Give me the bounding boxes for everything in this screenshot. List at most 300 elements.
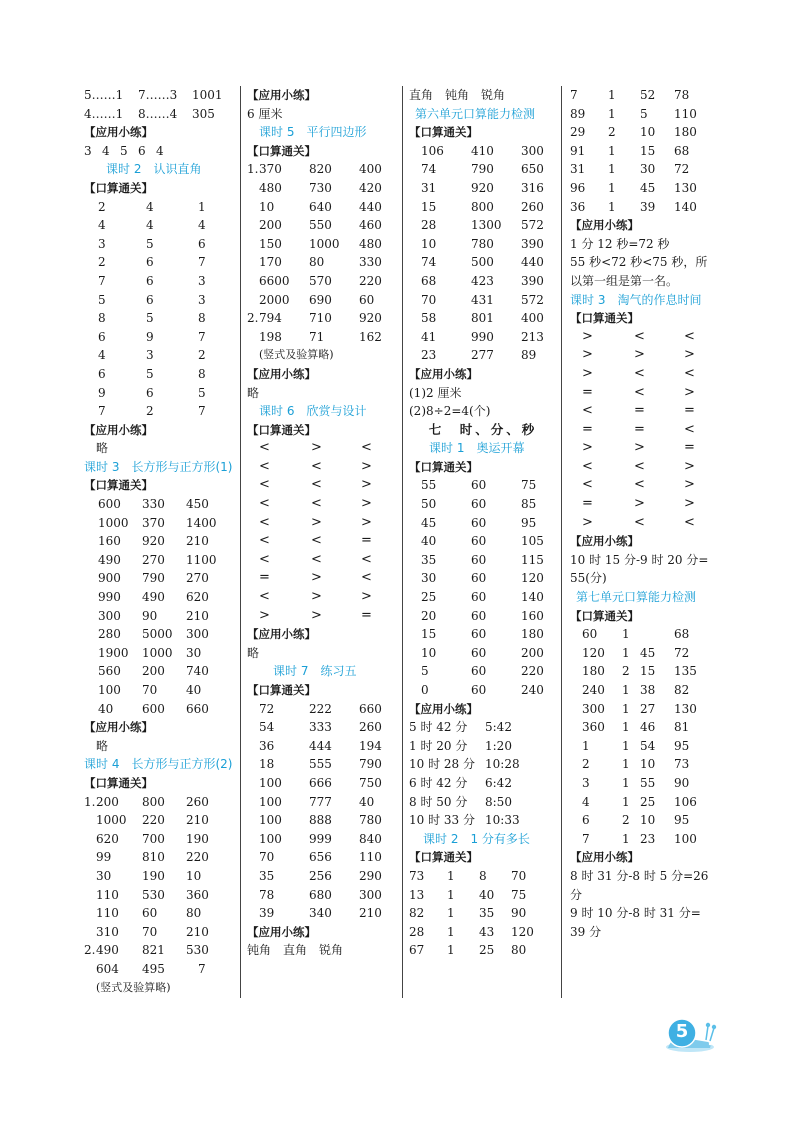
- answer-value: 460: [359, 218, 382, 233]
- answer-value: 120: [521, 571, 544, 586]
- section-header: 【口算通关】: [409, 459, 478, 474]
- answer-value: 794: [259, 311, 282, 326]
- answer-value: 999: [309, 831, 332, 846]
- answer-value: 60: [142, 906, 158, 921]
- answer-value: 260: [359, 720, 382, 735]
- answer-value: 31: [421, 180, 437, 195]
- answer-value: 800: [471, 199, 494, 214]
- comparison-symbol: =: [361, 533, 372, 549]
- section-header: 【应用小练】: [84, 720, 153, 735]
- comparison-symbol: >: [361, 477, 372, 493]
- answer-value: 4: [102, 143, 110, 158]
- section-header: 【口算通关】: [409, 125, 478, 140]
- answer-value: 270: [142, 552, 165, 567]
- answer-value: 72: [674, 645, 690, 660]
- answer-value: 100: [259, 775, 282, 790]
- answer-value: 210: [186, 924, 209, 939]
- answer-value: 6: [138, 143, 146, 158]
- answer-row: [409, 309, 557, 328]
- answer-row: [409, 774, 557, 793]
- answer-text: 6 厘米: [247, 106, 283, 121]
- answer-value: 6: [146, 255, 154, 270]
- answer-value: 60: [359, 292, 375, 307]
- answer-column-4: [570, 86, 720, 941]
- answer-value: 70: [511, 868, 527, 883]
- answer-value: 210: [186, 813, 209, 828]
- answer-value: 80: [309, 255, 325, 270]
- answer-value: 390: [521, 273, 544, 288]
- answer-value: 7: [582, 831, 590, 846]
- answer-value: 780: [471, 236, 494, 251]
- answer-value: 55: [640, 775, 656, 790]
- answer-value: 150: [259, 236, 282, 251]
- note-text: (竖式及验算略): [96, 980, 171, 994]
- answer-value: 222: [309, 701, 332, 716]
- answer-row: [409, 179, 557, 198]
- answer-value: 200: [96, 794, 119, 809]
- answer-value: 801: [471, 311, 494, 326]
- answer-value: 1000: [98, 515, 129, 530]
- answer-value: 68: [674, 143, 690, 158]
- comparison-symbol: <: [259, 458, 270, 474]
- answer-value: 300: [521, 143, 544, 158]
- answer-value: 750: [359, 775, 382, 790]
- answer-value: 656: [309, 850, 332, 865]
- answer-row: [247, 830, 395, 849]
- comparison-symbol: >: [684, 477, 695, 493]
- answer-value: 106: [674, 794, 697, 809]
- snail-icon: [662, 1014, 718, 1054]
- answer-value: 660: [186, 701, 209, 716]
- answer-value: 190: [142, 868, 165, 883]
- answer-value: 1400: [186, 515, 217, 530]
- answer-value: 15: [421, 627, 437, 642]
- answer-row: [570, 625, 720, 644]
- answer-text: 55 秒<72 秒<75 秒，所: [570, 255, 708, 270]
- answer-value: 7: [570, 88, 578, 102]
- answer-value: 38: [640, 683, 656, 697]
- answer-value: 1: [608, 106, 616, 121]
- answer-value: 60: [471, 683, 487, 697]
- answer-row: [570, 142, 720, 161]
- answer-value: 60: [471, 552, 487, 567]
- answer-value: 423: [471, 273, 494, 288]
- answer-value: 400: [359, 162, 382, 177]
- answer-row: [247, 235, 395, 254]
- answer-row: [247, 198, 395, 217]
- answer-value: 25: [479, 943, 495, 958]
- answer-value: 1300: [471, 218, 502, 233]
- answer-value: 170: [259, 255, 282, 270]
- answer-value: 1: [608, 143, 616, 158]
- answer-row: [84, 941, 234, 960]
- answer-row: [570, 365, 720, 384]
- answer-value: 1.: [247, 162, 259, 177]
- answer-value: 7: [98, 404, 106, 419]
- answer-value: 490: [96, 943, 119, 958]
- answer-value: 1: [582, 738, 590, 753]
- answer-value: 10:33: [485, 813, 520, 828]
- answer-value: 2.: [84, 943, 96, 958]
- answer-row: [570, 421, 720, 440]
- answer-text: 55(分): [570, 571, 607, 586]
- answer-row: [409, 216, 557, 235]
- answer-row: [409, 198, 557, 217]
- answer-row: [570, 830, 720, 849]
- answer-row: [84, 644, 234, 663]
- answer-value: 8: [198, 311, 206, 326]
- answer-value: 1: [622, 645, 630, 660]
- answer-row: [247, 811, 395, 830]
- comparison-symbol: <: [311, 458, 322, 474]
- answer-value: 6:42: [485, 775, 512, 790]
- answer-value: 4……1: [84, 106, 124, 121]
- comparison-symbol: <: [684, 421, 695, 437]
- answer-row: [409, 625, 557, 644]
- answer-value: 1000: [309, 236, 340, 251]
- answer-row: [409, 253, 557, 272]
- answer-row: [570, 811, 720, 830]
- answer-value: 4: [582, 794, 590, 809]
- answer-value: 3: [198, 292, 206, 307]
- answer-text: 以第一组是第一名。: [570, 273, 679, 288]
- comparison-symbol: <: [634, 458, 645, 474]
- answer-value: 71: [309, 329, 325, 344]
- answer-value: 2000: [259, 292, 290, 307]
- section-header: 【口算通关】: [84, 775, 153, 790]
- answer-value: 106: [421, 143, 444, 158]
- answer-value: 1.: [84, 794, 96, 809]
- lesson-title: 课时 3 长方形与正方形(1): [84, 459, 233, 474]
- answer-value: 5: [98, 292, 106, 307]
- answer-row: [84, 235, 234, 254]
- comparison-symbol: =: [634, 403, 645, 419]
- answer-value: 1: [608, 199, 616, 214]
- answer-value: 70: [259, 850, 275, 865]
- answer-row: [84, 532, 234, 551]
- answer-row: [247, 439, 395, 458]
- answer-value: 160: [521, 608, 544, 623]
- answer-value: 130: [674, 701, 697, 716]
- answer-value: 5: [421, 664, 429, 679]
- answer-value: 50: [421, 497, 437, 512]
- answer-value: 9: [98, 385, 106, 400]
- answer-value: 78: [259, 887, 275, 902]
- answer-value: 3: [582, 775, 590, 790]
- answer-value: 36: [570, 199, 586, 214]
- comparison-symbol: =: [582, 496, 593, 512]
- answer-value: 5: [120, 143, 128, 158]
- answer-value: 2: [622, 664, 630, 679]
- comparison-symbol: <: [582, 403, 593, 419]
- comparison-symbol: <: [361, 551, 372, 567]
- comparison-symbol: <: [259, 589, 270, 605]
- answer-text: 8 时 31 分-8 时 5 分=26: [570, 868, 709, 883]
- answer-value: 490: [142, 590, 165, 605]
- answer-row: [409, 793, 557, 812]
- answer-row: [409, 904, 557, 923]
- answer-value: 1:20: [485, 738, 512, 753]
- answer-value: 13: [409, 887, 425, 902]
- answer-value: 300: [98, 608, 121, 623]
- answer-value: 110: [674, 106, 697, 121]
- answer-value: 46: [640, 720, 656, 735]
- comparison-symbol: >: [311, 514, 322, 530]
- answer-value: 290: [359, 868, 382, 883]
- answer-value: 36: [259, 738, 275, 753]
- answer-value: 30: [186, 645, 202, 660]
- answer-row: [570, 439, 720, 458]
- answer-column-3: [409, 86, 557, 960]
- section-header: 【应用小练】: [247, 366, 316, 381]
- answer-value: 240: [521, 683, 544, 697]
- answer-value: 220: [142, 813, 165, 828]
- answer-row: [409, 328, 557, 347]
- answer-value: 95: [674, 813, 690, 828]
- answer-value: 300: [359, 887, 382, 902]
- answer-row: [84, 253, 234, 272]
- page-number: 5: [675, 1021, 689, 1042]
- answer-value: 6: [582, 813, 590, 828]
- answer-value: 277: [471, 348, 494, 363]
- answer-value: 530: [142, 887, 165, 902]
- section-header: 【应用小练】: [84, 125, 153, 140]
- lesson-title: 课时 4 长方形与正方形(2): [84, 757, 233, 772]
- answer-row: [247, 458, 395, 477]
- answer-value: 555: [309, 757, 332, 772]
- answer-value: 480: [259, 180, 282, 195]
- answer-value: 100: [259, 813, 282, 828]
- column-divider: [402, 86, 403, 998]
- answer-value: 440: [359, 199, 382, 214]
- answer-value: 1001: [192, 88, 223, 102]
- comparison-symbol: <: [259, 440, 270, 456]
- answer-value: 1: [622, 720, 630, 735]
- comparison-symbol: <: [259, 551, 270, 567]
- answer-row: [247, 160, 395, 179]
- answer-value: 305: [192, 106, 215, 121]
- answer-row: [409, 346, 557, 365]
- answer-value: 130: [674, 180, 697, 195]
- answer-value: 650: [521, 162, 544, 177]
- comparison-symbol: <: [311, 533, 322, 549]
- answer-value: 7: [198, 961, 206, 976]
- answer-value: 620: [96, 831, 119, 846]
- answer-value: 1: [608, 162, 616, 177]
- answer-value: 85: [521, 497, 537, 512]
- answer-row: [409, 514, 557, 533]
- lesson-title: 课时 1 奥运开幕: [429, 441, 525, 456]
- answer-value: 45: [640, 645, 656, 660]
- answer-value: 790: [359, 757, 382, 772]
- answer-value: 23: [640, 831, 656, 846]
- answer-value: 280: [98, 627, 121, 642]
- answer-value: 110: [359, 850, 382, 865]
- comparison-symbol: =: [684, 403, 695, 419]
- answer-text: 略: [247, 385, 260, 400]
- answer-row: [247, 328, 395, 347]
- answer-row: [84, 105, 234, 124]
- answer-value: 500: [471, 255, 494, 270]
- answer-value: 213: [521, 329, 544, 344]
- comparison-symbol: >: [311, 570, 322, 586]
- answer-value: 68: [421, 273, 437, 288]
- answer-value: 370: [259, 162, 282, 177]
- comparison-symbol: >: [259, 607, 270, 623]
- answer-value: 5: [146, 366, 154, 381]
- section-header: 【应用小练】: [570, 850, 639, 865]
- answer-value: 140: [674, 199, 697, 214]
- comparison-symbol: >: [361, 458, 372, 474]
- answer-row: [84, 514, 234, 533]
- answer-value: 25: [640, 794, 656, 809]
- answer-value: 110: [96, 887, 119, 902]
- answer-value: 10: [640, 125, 656, 140]
- answer-value: 15: [640, 664, 656, 679]
- answer-value: 60: [471, 478, 487, 493]
- answer-row: [409, 160, 557, 179]
- answer-value: 4: [156, 143, 164, 158]
- answer-value: 410: [471, 143, 494, 158]
- answer-value: 40: [479, 887, 495, 902]
- answer-value: 5 时 42 分: [409, 720, 468, 735]
- answer-value: 6: [98, 366, 106, 381]
- answer-value: 316: [521, 180, 544, 195]
- answer-value: 4: [98, 348, 106, 363]
- answer-value: 78: [674, 88, 690, 102]
- answer-value: 162: [359, 329, 382, 344]
- answer-row: [570, 662, 720, 681]
- answer-value: 10: [640, 813, 656, 828]
- answer-value: 115: [521, 552, 544, 567]
- answer-value: 3: [98, 236, 106, 251]
- answer-text: (2)8÷2=4(个): [409, 404, 491, 419]
- answer-value: 480: [359, 236, 382, 251]
- answer-value: 68: [674, 627, 690, 642]
- answer-value: 10 时 28 分: [409, 757, 475, 772]
- answer-value: 680: [309, 887, 332, 902]
- chapter-title: 七 时、分、秒: [428, 421, 538, 437]
- answer-row: [247, 904, 395, 923]
- answer-row: [409, 142, 557, 161]
- answer-value: 30: [96, 868, 112, 883]
- answer-row: [84, 346, 234, 365]
- answer-row: [84, 291, 234, 310]
- answer-row: [247, 848, 395, 867]
- answer-value: 990: [98, 590, 121, 605]
- answer-value: 840: [359, 831, 382, 846]
- answer-value: 1: [622, 738, 630, 753]
- answer-value: 120: [582, 645, 605, 660]
- answer-row: [409, 291, 557, 310]
- answer-value: 105: [521, 534, 544, 549]
- answer-value: 100: [259, 831, 282, 846]
- answer-row: [84, 923, 234, 942]
- answer-row: [247, 291, 395, 310]
- answer-row: [84, 328, 234, 347]
- lesson-title: 课时 2 认识直角: [106, 162, 202, 177]
- answer-row: [247, 607, 395, 626]
- answer-value: 1: [622, 794, 630, 809]
- section-header: 【应用小练】: [570, 218, 639, 233]
- answer-row: [84, 402, 234, 421]
- comparison-symbol: >: [582, 440, 593, 456]
- answer-value: 81: [674, 720, 690, 735]
- section-header: 【口算通关】: [84, 180, 153, 195]
- answer-value: 431: [471, 292, 494, 307]
- answer-value: 310: [96, 924, 119, 939]
- comparison-symbol: <: [684, 514, 695, 530]
- answer-value: 120: [511, 924, 534, 939]
- answer-row: [570, 160, 720, 179]
- answer-value: 6 时 42 分: [409, 775, 468, 790]
- answer-row: [409, 681, 557, 700]
- answer-value: 35: [259, 868, 275, 883]
- answer-row: [409, 644, 557, 663]
- answer-value: 333: [309, 720, 332, 735]
- answer-value: 600: [98, 497, 121, 512]
- answer-value: 2: [622, 813, 630, 828]
- answer-value: 2: [582, 757, 590, 772]
- answer-value: 572: [521, 218, 544, 233]
- answer-value: 400: [521, 311, 544, 326]
- answer-row: [247, 867, 395, 886]
- comparison-symbol: >: [311, 589, 322, 605]
- answer-value: 450: [186, 497, 209, 512]
- answer-value: 1000: [96, 813, 127, 828]
- section-header: 【应用小练】: [247, 88, 316, 102]
- comparison-symbol: >: [582, 514, 593, 530]
- answer-row: [247, 495, 395, 514]
- answer-row: [409, 235, 557, 254]
- answer-row: [247, 793, 395, 812]
- answer-value: 1: [622, 757, 630, 772]
- comparison-symbol: <: [582, 458, 593, 474]
- answer-value: 60: [471, 590, 487, 605]
- lesson-title: 课时 2 1 分有多长: [423, 831, 530, 846]
- comparison-symbol: <: [634, 328, 645, 344]
- answer-value: 9: [146, 329, 154, 344]
- answer-row: [247, 309, 395, 328]
- answer-row: [84, 198, 234, 217]
- answer-value: 800: [142, 794, 165, 809]
- lesson-title: 课时 6 欣赏与设计: [259, 404, 367, 419]
- answer-value: 2: [98, 255, 106, 270]
- answer-text: 直角 钝角 锐角: [409, 88, 506, 102]
- answer-value: 1: [608, 88, 616, 102]
- answer-value: 1: [447, 924, 455, 939]
- answer-value: 572: [521, 292, 544, 307]
- answer-row: [570, 86, 720, 105]
- column-divider: [561, 86, 562, 998]
- answer-value: 777: [309, 794, 332, 809]
- answer-value: 560: [98, 664, 121, 679]
- answer-value: 340: [309, 906, 332, 921]
- answer-value: 550: [309, 218, 332, 233]
- section-header: 【应用小练】: [247, 924, 316, 939]
- answer-text: 39 分: [570, 924, 602, 939]
- answer-value: 300: [582, 701, 605, 716]
- comparison-symbol: =: [259, 570, 270, 586]
- answer-value: 1: [622, 627, 630, 642]
- answer-value: 5: [146, 311, 154, 326]
- answer-row: [84, 662, 234, 681]
- answer-value: 35: [421, 552, 437, 567]
- answer-row: [570, 755, 720, 774]
- answer-value: 270: [186, 571, 209, 586]
- answer-value: 604: [96, 961, 119, 976]
- section-header: 【应用小练】: [570, 534, 639, 549]
